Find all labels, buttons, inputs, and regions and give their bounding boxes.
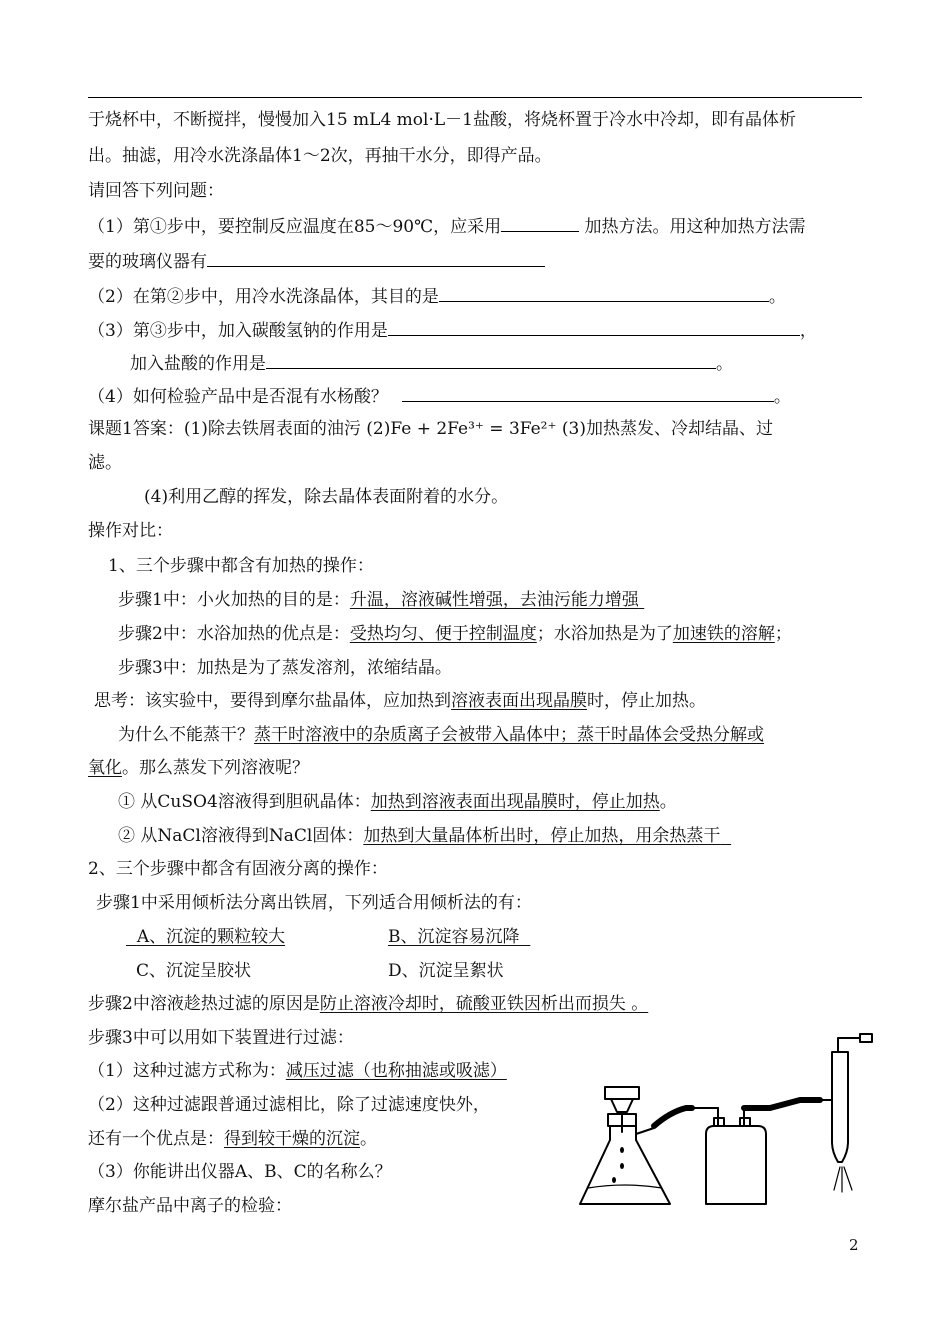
filter-q1	[88, 1060, 507, 1082]
section-item: 1、三个步骤中都含有加热的操作：	[108, 556, 374, 576]
option-a	[126, 926, 285, 948]
question-1	[88, 215, 806, 238]
punct: 。	[360, 1129, 377, 1149]
option-d: D、沉淀呈絮状	[388, 961, 504, 981]
filter-q2-cont	[88, 1128, 377, 1150]
underlined-answer: 防止溶液冷却时，硫酸亚铁因析出而损失 。	[319, 994, 649, 1014]
faucet-head	[860, 1034, 872, 1042]
q3-text: （3）第③步中，加入碳酸氢钠的作用是	[88, 321, 388, 341]
step-line: 步骤3中：加热是为了蒸发溶剂，浓缩结晶。	[118, 658, 452, 678]
underlined-answer: 加热到溶液表面出现晶膜时，停止加热	[370, 792, 660, 812]
answer-blank	[207, 250, 545, 267]
case-line	[118, 791, 677, 813]
answer-blank	[501, 215, 579, 232]
why-text: 。那么蒸发下列溶液呢？	[122, 758, 309, 778]
case-text: ① 从CuSO4溶液得到胆矾晶体：	[118, 792, 371, 812]
drip-marks	[612, 1147, 624, 1183]
question-3	[88, 319, 817, 342]
faucet-pipe	[838, 1038, 860, 1052]
page-number: 2	[849, 1236, 859, 1254]
question-4	[88, 385, 791, 408]
suction-flask	[580, 1126, 670, 1204]
why-text: 为什么不能蒸干？	[118, 725, 254, 745]
section-item: 2、三个步骤中都含有固液分离的操作：	[88, 859, 388, 879]
question-2	[88, 285, 786, 308]
header-rule	[88, 97, 862, 98]
answer-blank	[388, 319, 800, 336]
filtrate-level	[588, 1185, 662, 1188]
step-line	[88, 993, 648, 1015]
option-c: C、沉淀呈胶状	[136, 961, 252, 981]
question-3-cont	[130, 352, 733, 375]
q2-text: （2）在第②步中，用冷水洗涤晶体，其目的是	[88, 287, 439, 307]
vacuum-filtration-apparatus-figure	[570, 1022, 890, 1210]
underlined-answer: 受热均匀、便于控制温度	[349, 624, 537, 644]
step-line	[118, 589, 644, 611]
step-line: 步骤3中可以用如下装置进行过滤：	[88, 1028, 354, 1048]
q1-text-cont: 要的玻璃仪器有	[88, 252, 207, 272]
aspirator-body	[832, 1052, 848, 1162]
section-line: 摩尔盐产品中离子的检验：	[88, 1196, 292, 1216]
q1-text: （1）第①步中，要控制反应温度在85～90℃，应采用	[88, 217, 502, 237]
filter-q3: （3）你能讲出仪器A、B、C的名称么？	[88, 1162, 392, 1182]
option-text: A、沉淀的颗粒较大	[136, 927, 286, 947]
answer-line: (4)利用乙醇的挥发，除去晶体表面附着的水分。	[144, 487, 509, 507]
answer-blank	[402, 385, 774, 402]
section-heading: 操作对比：	[88, 521, 173, 541]
underlined-answer: 减压过滤（也称抽滤或吸滤）	[285, 1061, 507, 1081]
punct: ，	[799, 321, 817, 341]
punct: ；	[774, 624, 792, 644]
text-line: 请回答下列问题：	[88, 181, 224, 201]
step-line	[118, 623, 792, 645]
filter-q2: （2）这种过滤跟普通过滤相比，除了过滤速度快外，	[88, 1095, 490, 1115]
punct: 。	[716, 354, 733, 374]
step-text: 步骤2中溶液趁热过滤的原因是	[88, 994, 320, 1014]
q3-text-cont: 加入盐酸的作用是	[130, 354, 266, 374]
q1-text-end: 加热方法。用这种加热方法需	[584, 217, 806, 237]
underlined-answer: 得到较干燥的沉淀	[224, 1129, 360, 1149]
underlined-answer: 加速铁的溶解	[672, 624, 775, 644]
why-line	[118, 724, 764, 746]
punct: 。	[768, 287, 786, 307]
question-1-cont	[88, 250, 545, 273]
punct: 。	[659, 792, 677, 812]
think-text: 思考：该实验中，要得到摩尔盐晶体，应加热到	[94, 691, 451, 711]
case-text: ② 从NaCl溶液得到NaCl固体：	[118, 826, 364, 846]
water-stream	[834, 1167, 852, 1192]
filter-text: （1）这种过滤方式称为：	[88, 1061, 286, 1081]
underlined-answer: 氧化	[88, 758, 122, 778]
underlined-answer: 升温，溶液碱性增强，去油污能力增强	[349, 590, 639, 610]
answer-line: 课题1答案：(1)除去铁屑表面的油污 (2)Fe + 2Fe³⁺ = 3Fe²⁺ (3)加热蒸发、冷却结晶、过	[88, 419, 773, 439]
option-text: B、沉淀容易沉降	[388, 927, 520, 947]
option-b	[388, 926, 530, 948]
why-line-cont	[88, 757, 309, 779]
text-line: 于烧杯中，不断搅拌，慢慢加入15 mL4 mol·L－1盐酸，将烧杯置于冷水中冷却，即有晶体析	[88, 110, 796, 130]
safety-bottle	[706, 1126, 766, 1204]
think-text: 时，停止加热。	[587, 691, 706, 711]
q4-text: （4）如何检验产品中是否混有水杨酸？	[88, 387, 388, 407]
flask-side-arm	[636, 1128, 654, 1134]
case-line	[118, 825, 731, 847]
step-text: 步骤1中：小火加热的目的是：	[118, 590, 350, 610]
text-line: 出。抽滤，用冷水洗涤晶体1～2次，再抽干水分，即得产品。	[88, 146, 552, 166]
step-text: ；水浴加热是为了	[536, 624, 673, 644]
step-text: 步骤2中：水浴加热的优点是：	[118, 624, 350, 644]
rubber-tube-2	[744, 1100, 820, 1108]
step-line: 步骤1中采用倾析法分离出铁屑，下列适合用倾析法的有：	[96, 893, 532, 913]
underlined-answer: 溶液表面出现晶膜	[451, 691, 587, 711]
answer-line: 滤。	[88, 453, 122, 473]
answer-blank	[266, 352, 716, 369]
underlined-answer: 加热到大量晶体析出时，停止加热，用余热蒸干	[363, 826, 721, 846]
rubber-tube-1	[654, 1108, 692, 1126]
buchner-funnel-top	[605, 1087, 639, 1099]
think-line	[94, 690, 706, 712]
filter-text: 还有一个优点是：	[88, 1129, 224, 1149]
punct: 。	[773, 387, 791, 407]
underlined-answer: 蒸干时溶液中的杂质离子会被带入晶体中；蒸干时晶体会受热分解或	[254, 725, 764, 745]
answer-blank	[439, 285, 769, 302]
buchner-funnel-body	[611, 1099, 633, 1112]
